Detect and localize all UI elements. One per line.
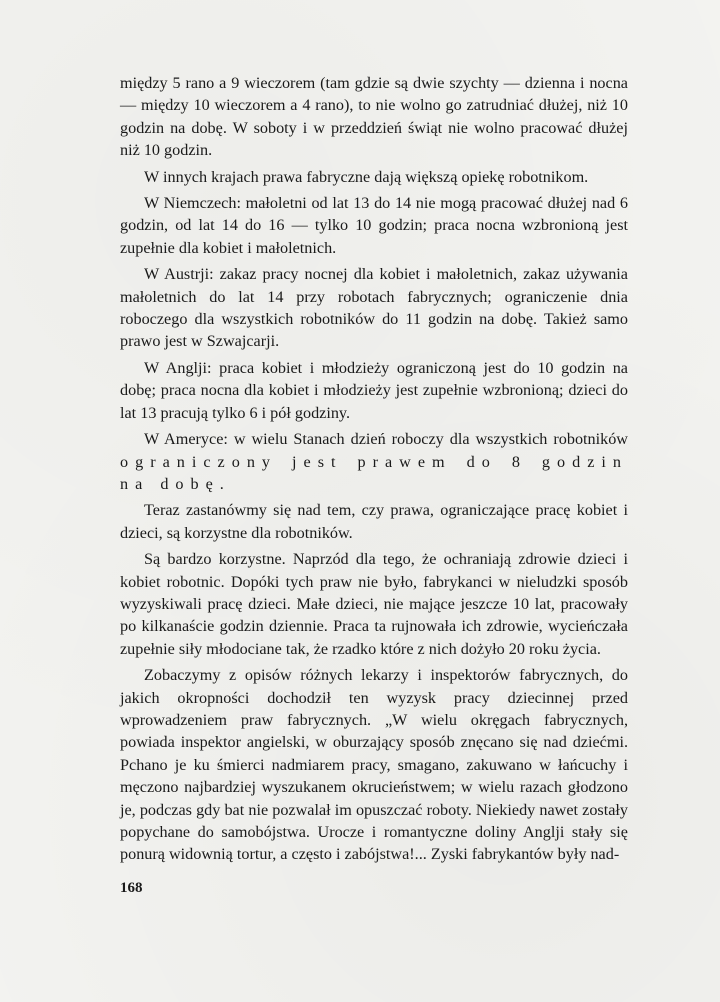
page-text <box>120 72 628 870</box>
paragraph-other-countries: W innych krajach prawa fabryczne dają większą opiekę robotnikom. <box>144 167 589 186</box>
page-number: 168 <box>120 880 143 896</box>
paragraph-beneficial: Są bardzo korzystne. Naprzód dla tego, że ochraniają zdrowie dzieci i kobiet robotnic. Dopóki tych praw nie było, fabrykanci w nieludzki sposób wyzyskiwali pracę dzieci. Małe dzieci, nie mające jeszcze 10 lat, pracowały po kilkanaście godzin dziennie. Praca ta rujnowała ich zdrowie, wycieńczała zupełnie siły młodociane tak, że rzadko które z nich dożyło 20 roku życia. <box>120 550 628 658</box>
paragraph-question: Teraz zastanówmy się nad tem, czy prawa, ograniczające pracę kobiet i dzieci, są korzystne dla robotników. <box>120 501 628 542</box>
paragraph-continuation: między 5 rano a 9 wieczorem (tam gdzie są dwie szychty — dzienna i nocna — między 10 wieczorem a 4 rano), to nie wolno go zatrudniać dłużej, niż 10 godzin na dobę. W soboty i w przeddzień świąt nie wolno pracować dłużej niż 10 godzin. <box>120 74 628 160</box>
america-spaced-text: ograniczony jest prawem do 8 godzin na dobę. <box>120 452 628 493</box>
paragraph-inspectors: Zobaczymy z opisów różnych lekarzy i inspektorów fabrycznych, do jakich okropności dochodził ten wyzysk pracy dziecinnej przed wprowadzeniem praw fabrycznych. „W wielu okręgach fabrycznych, powiada inspektor angielski, w oburzający sposób znęcano się nad dziećmi. Pchano je ku śmierci nadmiarem pracy, smagano, zakuwano w łańcuchy i męczono najbardziej wyszukanem okrucieństwem; w wielu razach głodzono je, podczas gdy bat nie pozwalał im opuszczać roboty. Niekiedy nawet zostały popychane do samobójstwa. Urocze i romantyczne doliny Anglji stały się ponurą widownią tortur, a często i zabójstwa!... Zyski fabrykantów były nad- <box>120 666 628 864</box>
paragraph-england: W Anglji: praca kobiet i młodzieży ograniczoną jest do 10 godzin na dobę; praca nocna dla kobiet i młodzieży jest zupełnie wzbronioną; dzieci do lat 13 pracują tylko 6 i pół godziny. <box>120 358 628 422</box>
america-lead-text: W Ameryce: w wielu Stanach dzień roboczy dla wszystkich robotników <box>144 430 628 449</box>
paragraph-germany: W Niemczech: małoletni od lat 13 do 14 nie mogą pracować dłużej nad 6 godzin, od lat 14 do 16 — tylko 10 godzin; praca nocna wzbronioną jest zupełnie dla kobiet i małoletnich. <box>120 194 628 257</box>
paragraph-austria: W Austrji: zakaz pracy nocnej dla kobiet i małoletnich, zakaz używania małoletnich do lat 14 przy robotach fabrycznych; ograniczenie dnia roboczego dla wszystkich robotników do 11 godzin na dobę. Takież samo prawo jest w Szwajcarji. <box>120 265 628 351</box>
paragraph-america <box>120 428 628 495</box>
